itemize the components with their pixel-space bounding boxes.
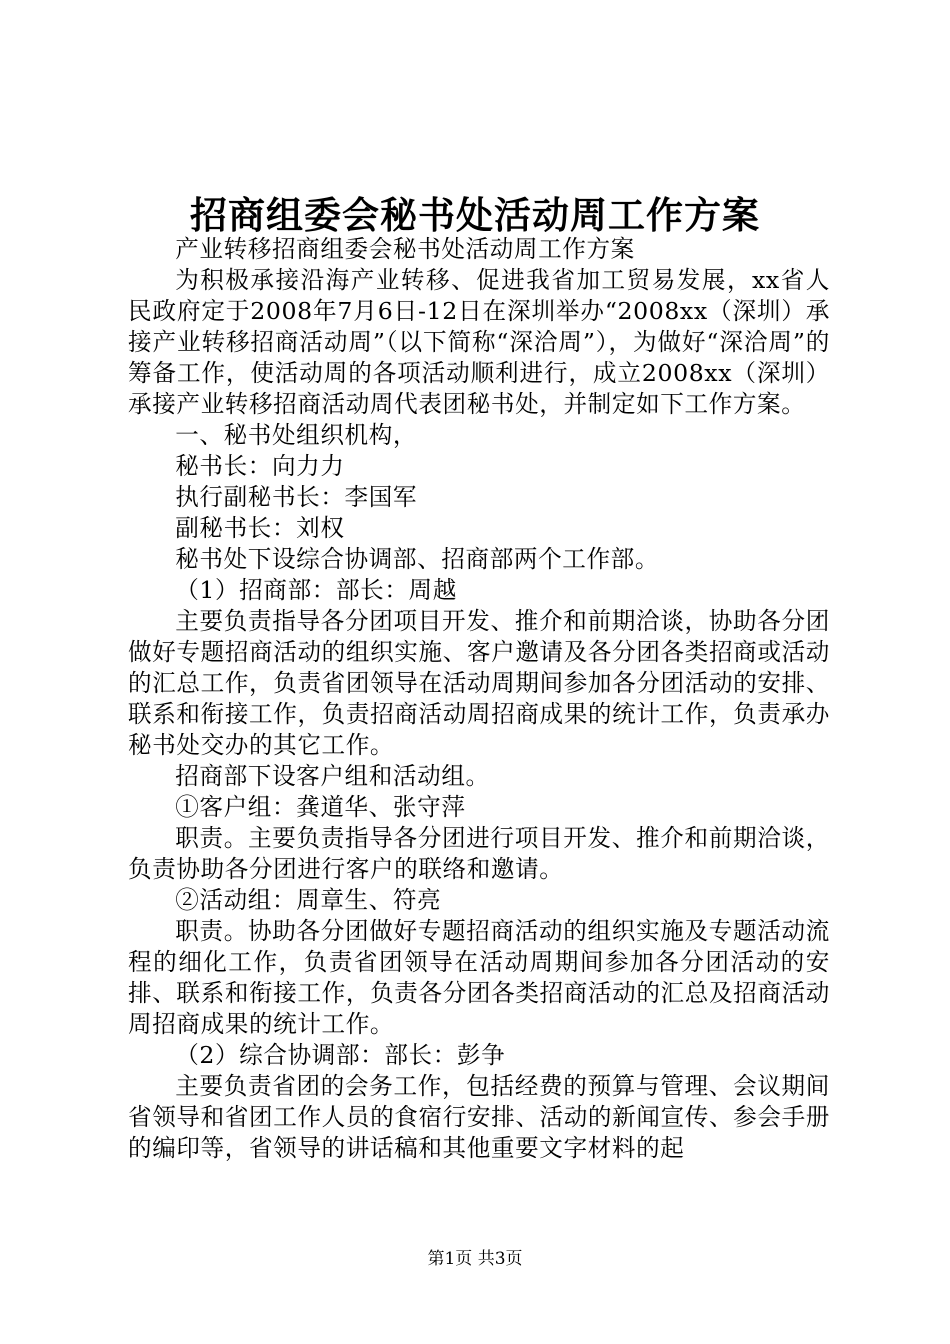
paragraph: 招商部下设客户组和活动组。 xyxy=(175,762,490,790)
subsection-heading: （2）综合协调部：部长：彭争 xyxy=(175,1041,506,1069)
page-footer: 第1页 共3页 xyxy=(427,1249,523,1269)
paragraph: 秘书长：向力力 xyxy=(175,452,345,480)
paragraph: 为积极承接沿海产业转移、促进我省加工贸易发展，xx省人民政府定于2008年7月6日-12日在深圳举办“2008xx（深圳）承接产业转移招商活动周”（以下简称“深洽周”），为做好“深洽周”的筹备工作，使活动周的各项活动顺利进行，成立2008xx（深圳）承接产业转移招商活动周代表团秘书处，并制定如下工作方案。 xyxy=(128,266,830,418)
section-heading: 一、秘书处组织机构， xyxy=(175,421,418,449)
document-body xyxy=(128,234,830,1164)
paragraph: 职责。协助各分团做好专题招商活动的组织实施及专题活动流程的细化工作，负责省团领导在活动周期间参加各分团活动的安排、联系和衔接工作，负责各分团各类招商活动的汇总及招商活动周招商成果的统计工作。 xyxy=(128,917,830,1038)
paragraph: 执行副秘书长：李国军 xyxy=(175,483,418,511)
paragraph: ①客户组：龚道华、张守萍 xyxy=(175,793,466,821)
paragraph: 职责。主要负责指导各分团进行项目开发、推介和前期洽谈，负责协助各分团进行客户的联络和邀请。 xyxy=(128,824,830,883)
paragraph: 主要负责指导各分团项目开发、推介和前期洽谈，协助各分团做好专题招商活动的组织实施、客户邀请及各分团各类招商或活动的汇总工作，负责省团领导在活动周期间参加各分团活动的安排、联系和衔接工作，负责招商活动周招商成果的统计工作，负责承办秘书处交办的其它工作。 xyxy=(128,607,830,759)
paragraph: 副秘书长：刘权 xyxy=(175,514,345,542)
subsection-heading: （1）招商部：部长：周越 xyxy=(175,576,457,604)
paragraph: ②活动组：周章生、符亮 xyxy=(175,886,442,914)
paragraph: 主要负责省团的会务工作，包括经费的预算与管理、会议期间省领导和省团工作人员的食宿行安排、活动的新闻宣传、参会手册的编印等，省领导的讲话稿和其他重要文字材料的起 xyxy=(128,1072,830,1162)
document-title: 招商组委会秘书处活动周工作方案 xyxy=(190,193,760,237)
paragraph: 秘书处下设综合协调部、招商部两个工作部。 xyxy=(175,545,660,573)
paragraph: 产业转移招商组委会秘书处活动周工作方案 xyxy=(175,235,635,263)
